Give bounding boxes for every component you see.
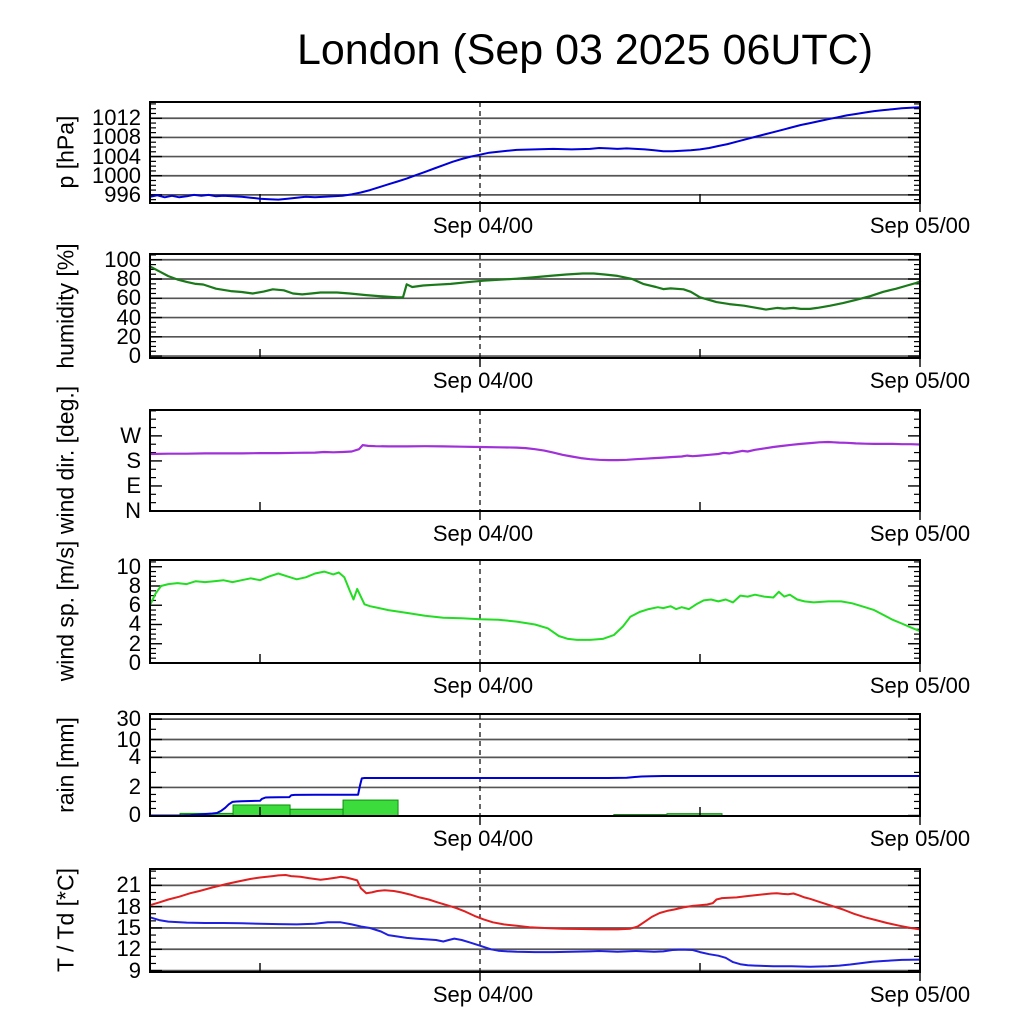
y-tick-label: W (120, 422, 141, 448)
y-tick-label: 20 (116, 323, 141, 349)
series-wind-speed (150, 572, 920, 640)
x-tick-label: Sep 05/00 (869, 521, 971, 546)
y-tick-label: 1008 (92, 124, 141, 150)
y-tick-label: 80 (116, 266, 141, 292)
plot-frame (150, 869, 920, 972)
y-tick-label: 10 (116, 726, 141, 752)
y-tick-label: 2 (128, 630, 141, 656)
x-tick-label: Sep 04/00 (432, 521, 534, 546)
y-tick-label: 1004 (92, 143, 141, 169)
y-tick-label: 0 (128, 802, 141, 828)
y-tick-label: 12 (116, 936, 141, 962)
x-tick-label: Sep 05/00 (869, 982, 971, 1007)
rain-bar (343, 800, 398, 815)
x-tick-label: Sep 04/00 (432, 213, 534, 238)
y-axis-label-temperature: T / Td [*C] (52, 868, 79, 972)
y-tick-label: 6 (128, 592, 141, 618)
plot-frame (150, 410, 920, 511)
x-tick-label: Sep 05/00 (869, 673, 971, 698)
x-tick-label: Sep 05/00 (869, 213, 971, 238)
y-axis-label-rain: rain [mm] (52, 717, 79, 813)
y-axis-label-pressure: p [hPa] (52, 115, 79, 189)
chart-title: London (Sep 03 2025 06UTC) (296, 26, 874, 74)
y-tick-label: S (126, 447, 141, 473)
series-temperature (150, 875, 920, 929)
x-tick-label: Sep 05/00 (869, 368, 971, 393)
x-tick-label: Sep 04/00 (432, 368, 534, 393)
y-tick-label: 2 (128, 774, 141, 800)
y-tick-label: 1000 (92, 162, 141, 188)
y-tick-label: 21 (116, 872, 141, 898)
panel-humidity (0, 243, 1024, 393)
series-wind-direction (150, 442, 920, 460)
y-tick-label: 9 (128, 957, 141, 983)
x-tick-label: Sep 05/00 (869, 826, 971, 851)
y-tick-label: 100 (104, 246, 141, 272)
y-tick-label: 18 (116, 893, 141, 919)
y-tick-label: 15 (116, 914, 141, 940)
series-dewpoint (150, 917, 920, 966)
panel-wind-direction (0, 385, 1024, 546)
y-tick-label: 0 (128, 343, 141, 369)
y-tick-label: 0 (128, 650, 141, 675)
x-tick-label: Sep 04/00 (432, 673, 534, 698)
wind-speed-plot-svg (150, 560, 920, 663)
x-tick-label: Sep 04/00 (432, 826, 534, 851)
y-tick-label: E (126, 472, 141, 498)
plot-frame (150, 102, 920, 203)
y-tick-label: 4 (128, 744, 141, 770)
y-tick-label: 40 (116, 304, 141, 330)
panel-pressure (0, 102, 1024, 238)
plot-frame (150, 714, 920, 816)
panel-temperature (0, 868, 1024, 1007)
y-axis-label-humidity: humidity [%] (52, 243, 79, 369)
temperature-plot-svg (150, 869, 920, 972)
panel-rain (0, 706, 1024, 851)
y-tick-label: 1012 (92, 105, 141, 131)
y-tick-label: 8 (128, 572, 141, 598)
rain-bar (290, 809, 343, 815)
x-tick-label: Sep 04/00 (432, 982, 534, 1007)
rain-plot-svg (150, 714, 920, 816)
series-humidity (150, 267, 920, 310)
y-tick-label: 996 (104, 181, 141, 207)
y-axis-label-wind-speed: wind sp. [m/s] (52, 540, 79, 682)
panel-wind-speed (0, 540, 1024, 698)
y-axis-label-wind-direction: wind dir. [deg.] (52, 385, 79, 535)
y-tick-label: 30 (116, 706, 141, 732)
humidity-plot-svg (150, 254, 920, 358)
y-tick-label: 60 (116, 285, 141, 311)
pressure-plot-svg (150, 102, 920, 203)
y-tick-label: 4 (128, 611, 141, 637)
y-tick-label: 10 (116, 553, 141, 579)
plot-frame (150, 560, 920, 663)
wind-direction-plot-svg (150, 410, 920, 511)
y-tick-label: N (125, 498, 141, 523)
series-pressure (150, 107, 920, 199)
rain-bar (233, 805, 290, 816)
plot-frame (150, 254, 920, 358)
